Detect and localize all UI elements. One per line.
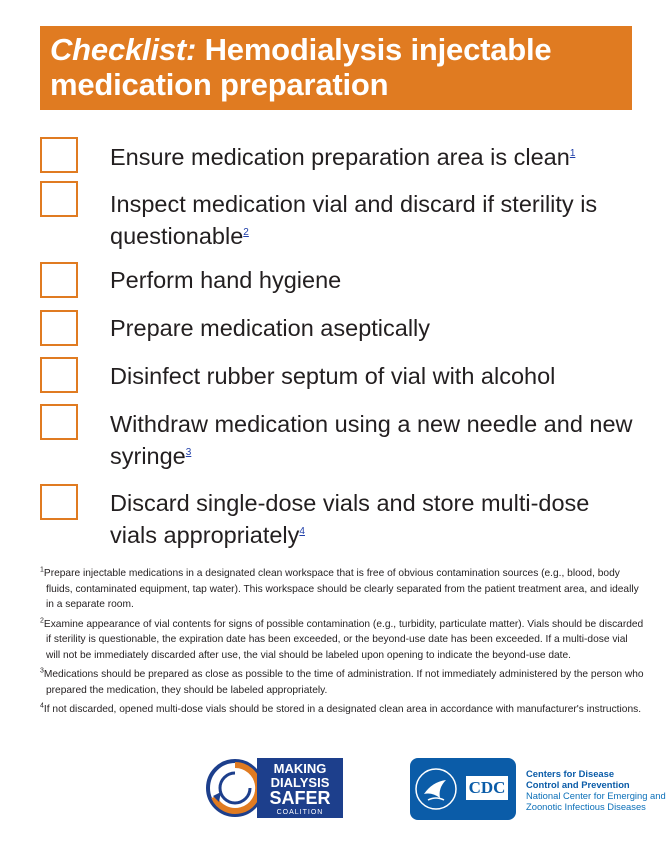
footnote-link[interactable]: 3: [185, 447, 192, 459]
footnote: $^3$Medications should be prepared as close as possible to the time of administration. If not immediately administered by the person who prepared the medication, they should be labeled appropriately.: [40, 667, 644, 696]
checklist-item-text: Perform hand hygiene: [110, 267, 342, 293]
footnote: $^2$Examine appearance of vial contents for signs of possible contamination (e.g., turbidity, particulate matter). Vials should be discarded if sterility is questionable, the expiration date has been exceeded, or the beyond-use date has been exceeded. If a multi-dose vial will not be immediately discarded after use, the vial should be labeled upon opening to indicate the beyond-use date.: [40, 617, 644, 661]
checklist-item-text: Ensure medication preparation area is clean$^1$: [110, 144, 576, 170]
checklist-item-text: Withdraw medication using a new needle and new syringe$^3$: [110, 411, 633, 469]
cdc-org-line1: Centers for Disease: [526, 768, 615, 779]
mds-logo-graphic: [205, 756, 345, 820]
title-banner: [40, 26, 632, 110]
mds-line2: DIALYSIS: [270, 775, 330, 790]
cdc-logo: [410, 758, 668, 820]
cdc-center-line1: National Center for Emerging and: [526, 790, 666, 801]
footnote-link[interactable]: 4: [299, 526, 305, 538]
checklist-item-text: Prepare medication aseptically: [110, 315, 431, 341]
checklist-item-text: Disinfect rubber septum of vial with alcohol: [110, 363, 556, 389]
title-prefix: Checklist:: [50, 32, 197, 67]
checkbox[interactable]: [40, 181, 78, 217]
title-main: Hemodialysis injectable: [204, 32, 552, 67]
cdc-center-line2: Zoonotic Infectious Diseases: [526, 801, 646, 812]
checkbox[interactable]: [40, 262, 78, 298]
footnote: $^4$If not discarded, opened multi-dose vials should be stored in a designated clean area in accordance with manufacturer's instructions.: [40, 702, 642, 715]
footnote: $^1$Prepare injectable medications in a designated clean workspace that is free of obvious contamination sources (e.g., blood, body fluids, contaminated equipment, tap water). This workspace should be clearly separated from the patient treatment area, and ideally in a separate room.: [40, 566, 639, 610]
mds-line1: MAKING: [273, 761, 327, 776]
cdc-org-text: [526, 768, 671, 812]
checklist-item-text: Inspect medication vial and discard if sterility is questionable$^2$: [110, 191, 598, 249]
footnote-link[interactable]: 1: [569, 148, 576, 160]
checkbox[interactable]: [40, 137, 78, 173]
checkbox[interactable]: [40, 357, 78, 393]
mds-line4: COALITION: [276, 809, 324, 816]
mds-line3: SAFER: [269, 788, 331, 808]
cdc-logo-box: [410, 758, 516, 820]
cdc-wordmark: CDC: [466, 776, 508, 800]
footnotes: [34, 566, 644, 722]
page-title: [50, 32, 620, 102]
making-dialysis-safer-logo: [205, 756, 345, 820]
checklist-item-text: Discard single-dose vials and store multi-dose vials appropriately$^4$: [110, 490, 590, 548]
checkbox[interactable]: [40, 310, 78, 346]
checkbox[interactable]: [40, 404, 78, 440]
title-line2: medication preparation: [50, 67, 389, 102]
hhs-eagle-icon: [410, 758, 462, 820]
cdc-org-line2: Control and Prevention: [526, 779, 630, 790]
checkbox[interactable]: [40, 484, 78, 520]
footnote-link[interactable]: 2: [243, 227, 249, 239]
